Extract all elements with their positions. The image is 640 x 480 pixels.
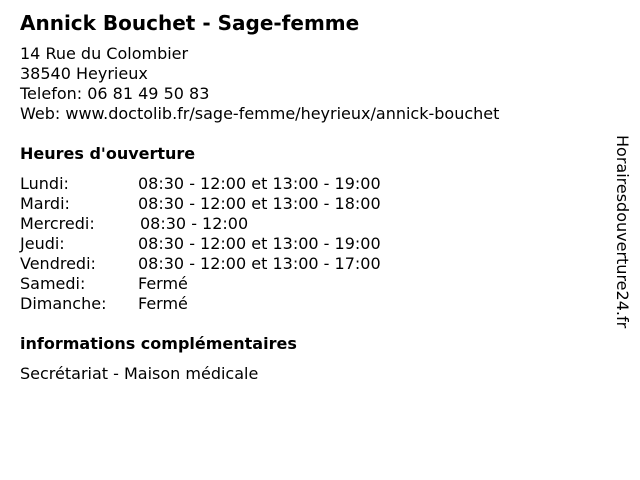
web-line: Web: www.doctolib.fr/sage-femme/heyrieux/annick-bouchet: [20, 104, 500, 123]
hours-row-samedi: [20, 274, 600, 294]
day-label: Jeudi:: [20, 234, 65, 253]
day-label: Lundi:: [20, 174, 69, 193]
day-hours: 08:30 - 12:00 et 13:00 - 17:00: [138, 254, 381, 273]
phone-line: Telefon: 06 81 49 50 83: [20, 84, 210, 103]
hours-row-dimanche: [20, 294, 600, 314]
hours-row-mercredi: [20, 214, 600, 234]
day-hours: Fermé: [138, 294, 188, 313]
address-block: [20, 44, 600, 124]
day-hours: 08:30 - 12:00 et 13:00 - 18:00: [138, 194, 381, 213]
day-hours: 08:30 - 12:00: [140, 214, 249, 233]
postal-city: 38540 Heyrieux: [20, 64, 148, 83]
additional-info-text: Secrétariat - Maison médicale: [20, 364, 259, 383]
day-label: Samedi:: [20, 274, 86, 293]
day-label: Mardi:: [20, 194, 70, 213]
site-watermark: Horairesdouverture24.fr: [613, 135, 632, 329]
hours-row-mardi: [20, 194, 600, 214]
day-label: Dimanche:: [20, 294, 107, 313]
street-address: 14 Rue du Colombier: [20, 44, 189, 63]
day-hours: 08:30 - 12:00 et 13:00 - 19:00: [138, 234, 381, 253]
day-hours: 08:30 - 12:00 et 13:00 - 19:00: [138, 174, 381, 193]
day-hours: Fermé: [138, 274, 188, 293]
business-card: [20, 10, 600, 384]
day-label: Vendredi:: [20, 254, 96, 273]
hours-row-vendredi: [20, 254, 600, 274]
day-label: Mercredi:: [20, 214, 95, 233]
business-title: Annick Bouchet - Sage-femme: [20, 11, 360, 35]
opening-hours-heading: Heures d'ouverture: [20, 144, 196, 163]
hours-row-lundi: [20, 174, 600, 194]
additional-info-heading: informations complémentaires: [20, 334, 297, 353]
opening-hours-table: [20, 174, 600, 314]
hours-row-jeudi: [20, 234, 600, 254]
